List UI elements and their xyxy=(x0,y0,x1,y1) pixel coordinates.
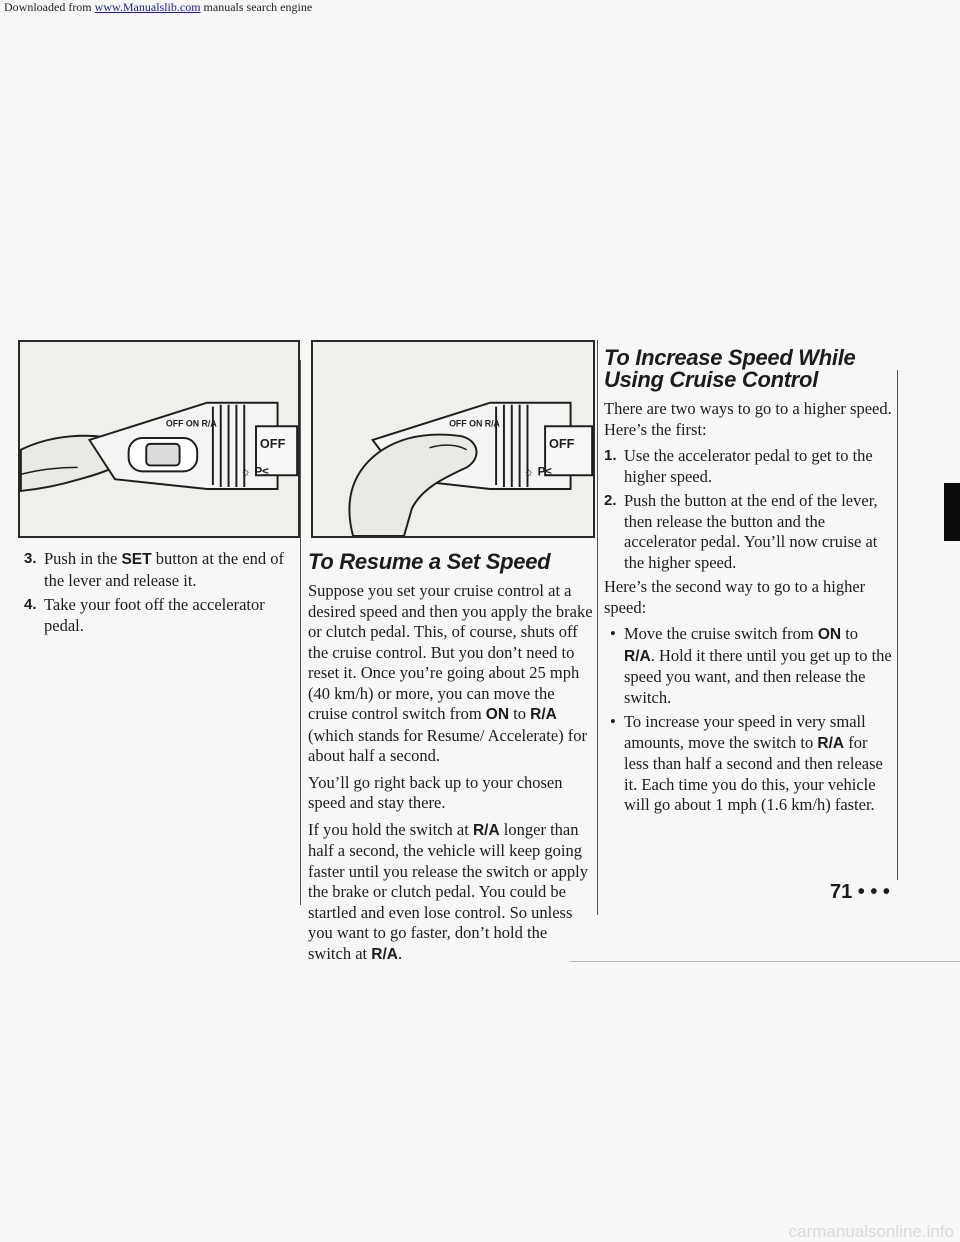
step-1-number: 1. xyxy=(604,447,617,464)
increase-intro: There are two ways to go to a higher speed. Here’s the first: xyxy=(604,399,892,439)
ra-key-3: R/A xyxy=(371,945,398,963)
p3-text-a: If you hold the switch at xyxy=(308,819,469,839)
bullet-1 xyxy=(604,624,892,708)
step-3-text-a: Push in the xyxy=(44,549,118,568)
ra-key-5: R/A xyxy=(817,734,845,752)
increase-speed-heading: To Increase Speed While Using Cruise Control xyxy=(604,345,856,392)
step-1-text: Use the accelerator pedal to get to the higher speed. xyxy=(624,446,873,486)
step-1 xyxy=(604,446,892,487)
step-2-number: 2. xyxy=(604,492,617,509)
middle-column xyxy=(308,551,594,971)
download-header xyxy=(4,0,312,16)
b1-text-a: Move the cruise switch from xyxy=(624,624,814,643)
on-key-2: ON xyxy=(817,626,842,643)
step-4 xyxy=(24,595,296,636)
step-2 xyxy=(604,491,892,573)
set-key: SET xyxy=(121,551,152,568)
p1-text-c: (which stands for Resume/ Accelerate) for about half a second. xyxy=(308,725,588,765)
on-key: ON xyxy=(485,706,510,723)
step-3-text-b: button at the end of the lever and release it. xyxy=(44,549,285,590)
b1-text-c: . Hold it there until you get up to the speed you want, and then release the switch. xyxy=(624,645,892,707)
step-2-text: Push the button at the end of the lever, then release the button and the accelerator pedal. You’ll now cruise at the higher speed. xyxy=(624,491,878,572)
column-rule-3 xyxy=(897,370,898,880)
step-3-number: 3. xyxy=(24,550,37,567)
lever-label-p-2: ☼ P≤ xyxy=(523,465,552,479)
lever-label-off-on-ra-2: OFF ON R/A xyxy=(449,418,500,429)
section-tab xyxy=(944,483,960,541)
cruise-lever-figure-left xyxy=(18,340,300,538)
p1-text-a: Suppose you set your cruise control at a desired speed and then you apply the brake or clutch pedal. This, of course, shuts off the cruise control. But you don’t need to reset it. Once you’re going about 25 mph (40 km/h) or more, you can move the cruise control switch from xyxy=(308,581,593,723)
header-suffix: manuals search engine xyxy=(203,0,313,14)
step-4-number: 4. xyxy=(24,596,37,613)
resume-paragraph-2: You’ll go right back up to your chosen speed and stay there. xyxy=(308,772,563,812)
cruise-lever-figure-mid xyxy=(311,340,595,538)
lever-label-off: OFF xyxy=(259,435,286,451)
p1-text-b: to xyxy=(513,704,527,723)
p3-text-b: longer than half a second, the vehicle will keep going faster until you release the switch or apply the brake or clutch pedal. You could be startled and even lose control. So unless you want to go faster, don’t hold the switch at xyxy=(308,819,588,963)
ra-key-4: R/A xyxy=(624,647,651,665)
b2-text-b: for less than half a second and then release it. Each time you do this, your vehicle will go about 1 mph (1.6 km/h) faster. xyxy=(624,732,883,814)
ra-key-2: R/A xyxy=(472,821,500,839)
footer-rule xyxy=(570,961,960,962)
watermark: carmanualsonline.info xyxy=(788,1222,954,1241)
p3-text-c: . xyxy=(397,943,403,963)
resume-heading: To Resume a Set Speed xyxy=(308,549,551,574)
column-rule-1 xyxy=(300,360,301,905)
resume-paragraph-1 xyxy=(308,581,594,767)
cruise-lever-finger-icon xyxy=(313,342,593,536)
bullet-2 xyxy=(604,712,892,816)
second-way: Here’s the second way to go to a higher speed: xyxy=(604,577,866,617)
lever-label-off-on-ra: OFF ON R/A xyxy=(165,418,217,429)
cruise-lever-icon xyxy=(20,342,298,536)
left-column xyxy=(24,549,296,640)
header-prefix: Downloaded from xyxy=(4,0,92,14)
right-column xyxy=(604,347,892,820)
resume-paragraph-3 xyxy=(308,820,594,966)
manualslib-link[interactable]: www.Manualslib.com xyxy=(94,0,201,14)
page-number: 71 • • • xyxy=(830,881,890,903)
lever-label-p: ☼ P≤ xyxy=(240,465,269,479)
step-4-text: Take your foot off the accelerator pedal. xyxy=(44,595,265,635)
lever-label-off-2: OFF xyxy=(549,435,575,451)
column-rule-2 xyxy=(597,340,598,915)
b1-text-b: to xyxy=(845,624,859,643)
step-3 xyxy=(24,549,296,591)
ra-key: R/A xyxy=(530,706,557,723)
b2-text-a: To increase your speed in very small amounts, move the switch to xyxy=(624,712,866,752)
